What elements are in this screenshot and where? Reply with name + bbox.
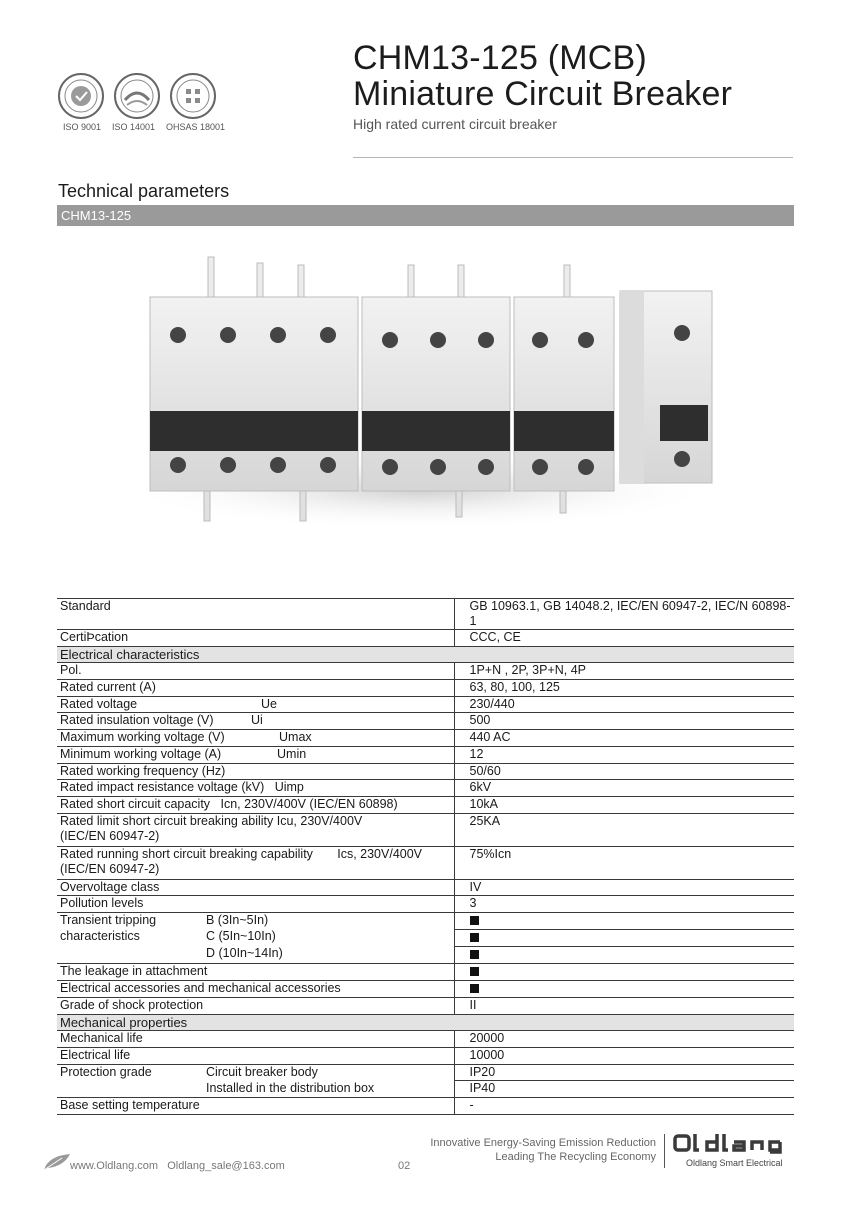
param-value: 1P+N , 2P, 3P+N, 4P: [454, 663, 794, 680]
param-label: Maximum working voltage (V): [60, 730, 225, 745]
included-square-icon: [470, 933, 479, 942]
ohsas-18001-seal-icon: [169, 72, 217, 120]
table-row: [57, 997, 794, 1014]
param-value: 10000: [454, 1048, 794, 1065]
param-symbol: Ics, 230V/400V: [337, 846, 423, 861]
param-sub-label: D (10In~14In): [206, 946, 283, 961]
param-label-cell: [57, 696, 454, 713]
param-label: Protection grade: [60, 1064, 152, 1079]
param-label-cell: [57, 912, 454, 929]
included-square-icon: [470, 967, 479, 976]
breaker-2p-unit: [514, 265, 614, 513]
table-row: [57, 946, 794, 963]
table-row: [57, 780, 794, 797]
certification-logos: [55, 72, 230, 136]
table-row: [57, 980, 794, 997]
table-row: [57, 1048, 794, 1065]
iso-14001-seal-icon: [113, 72, 161, 120]
included-square-icon: [470, 984, 479, 993]
param-value: [454, 929, 794, 946]
section-title: Electrical characteristics: [57, 646, 794, 663]
table-row: [57, 680, 794, 697]
param-value: 3: [454, 896, 794, 913]
param-label-cell: [57, 846, 454, 879]
param-label: Rated short circuit capacity: [60, 796, 211, 811]
param-value: GB 10963.1, GB 14048.2, IEC/EN 60947-2, IEC/N 60898-1: [454, 599, 794, 630]
param-label-cell: [57, 929, 454, 946]
table-row: [57, 1098, 794, 1115]
param-label: Rated voltage: [60, 696, 138, 711]
section-row: [57, 1014, 794, 1031]
cert-label-iso-14001: ISO 14001: [112, 122, 156, 132]
param-value: 63, 80, 100, 125: [454, 680, 794, 697]
param-label: Rated current (A): [57, 680, 454, 697]
cert-label-ohsas-18001: OHSAS 18001: [166, 122, 226, 132]
breaker-4p-unit: [150, 257, 358, 521]
table-row: [57, 663, 794, 680]
param-value: 6kV: [454, 780, 794, 797]
param-value: 500: [454, 713, 794, 730]
param-label-cell: [57, 1081, 454, 1098]
table-row: [57, 796, 794, 813]
table-row: [57, 879, 794, 896]
page-title-product: Miniature Circuit Breaker: [353, 75, 733, 113]
table-row: [57, 912, 794, 929]
param-sub-label: C (5In~10In): [206, 929, 276, 944]
param-label-line2: (IEC/EN 60947-2): [60, 861, 160, 876]
param-value: IP40: [454, 1081, 794, 1098]
param-label: CertiÞcation: [57, 630, 454, 647]
param-label: Base setting temperature: [57, 1098, 454, 1115]
page-title-model: CHM13-125 (MCB): [353, 39, 647, 77]
included-square-icon: [470, 950, 479, 959]
param-symbol: Uimp: [274, 780, 304, 795]
param-label: Rated insulation voltage (V): [60, 713, 214, 728]
param-label: Rated running short circuit breaking capability: [60, 846, 313, 861]
table-row: [57, 813, 794, 846]
table-row: [57, 1064, 794, 1081]
param-label: Rated impact resistance voltage (kV): [60, 780, 265, 795]
param-symbol: Ue: [261, 696, 277, 711]
param-label: Standard: [57, 599, 454, 630]
param-sub-label: B (3In~5In): [206, 912, 269, 927]
header-divider: [353, 157, 793, 158]
brand-subtitle: Oldlang Smart Electrical: [686, 1158, 783, 1168]
param-label: Minimum working voltage (A): [60, 746, 222, 761]
param-label: Grade of shock protection: [57, 997, 454, 1014]
param-symbol: Umin: [277, 746, 307, 761]
section-title: Mechanical properties: [57, 1014, 794, 1031]
param-value: [454, 980, 794, 997]
param-label: Mechanical life: [57, 1031, 454, 1048]
footer-divider: [664, 1134, 665, 1168]
footer-tagline-line2: Leading The Recycling Economy: [495, 1151, 656, 1163]
iso-9001-seal-icon: [57, 72, 105, 120]
param-sub-label: Circuit breaker body: [206, 1064, 318, 1079]
section-heading: Technical parameters: [58, 181, 230, 201]
page-number: 02: [398, 1160, 411, 1172]
param-label-cell: [57, 713, 454, 730]
param-label-cell: [57, 780, 454, 797]
table-row: [57, 896, 794, 913]
param-value: -: [454, 1098, 794, 1115]
title-block: [353, 40, 813, 132]
table-row: [57, 929, 794, 946]
param-label-cell: [57, 1064, 454, 1081]
table-row: [57, 599, 794, 630]
param-label: Overvoltage class: [57, 879, 454, 896]
param-value: 50/60: [454, 763, 794, 780]
table-row: [57, 730, 794, 747]
param-symbol: Ui: [251, 713, 263, 728]
section-row: [57, 646, 794, 663]
technical-parameters-table: [57, 598, 794, 1115]
footer-website[interactable]: www.Oldlang.com: [70, 1160, 159, 1172]
table-row: [57, 963, 794, 980]
table-row: [57, 846, 794, 879]
param-label-line2: characteristics: [60, 929, 140, 944]
param-label: Electrical accessories and mechanical accessories: [57, 980, 454, 997]
table-row: [57, 713, 794, 730]
param-label: Pollution levels: [57, 896, 454, 913]
table-row: [57, 763, 794, 780]
footer-email[interactable]: Oldlang_sale@163.com: [167, 1160, 285, 1172]
leaf-icon: [42, 1152, 72, 1172]
page-subtitle: High rated current circuit breaker: [353, 116, 557, 132]
param-label: Electrical life: [57, 1048, 454, 1065]
param-value: [454, 912, 794, 929]
breaker-3p-unit: [362, 265, 510, 517]
param-label-line2: (IEC/EN 60947-2): [60, 828, 160, 843]
footer-contact: [70, 1160, 285, 1172]
param-value: IP20: [454, 1064, 794, 1081]
param-value: 440 AC: [454, 730, 794, 747]
param-label-cell: [57, 946, 454, 963]
param-sub-label: Installed in the distribution box: [206, 1080, 375, 1095]
param-label-cell: [57, 746, 454, 763]
oldlang-logo-icon: [672, 1132, 796, 1154]
param-value: 20000: [454, 1031, 794, 1048]
model-bar: CHM13-125: [57, 205, 794, 226]
param-value: [454, 946, 794, 963]
param-label: Transient tripping: [60, 912, 157, 927]
param-value: 230/440: [454, 696, 794, 713]
param-label-cell: [57, 813, 454, 846]
footer-tagline: [400, 1136, 656, 1164]
table-row: [57, 696, 794, 713]
breaker-1p-unit: [620, 291, 712, 483]
table-row: [57, 746, 794, 763]
table-row: [57, 1031, 794, 1048]
param-label: Pol.: [57, 663, 454, 680]
param-value: 75%Icn: [454, 846, 794, 879]
param-label-cell: [57, 796, 454, 813]
included-square-icon: [470, 916, 479, 925]
footer-tagline-line1: Innovative Energy-Saving Emission Reduction: [430, 1137, 656, 1149]
param-label: The leakage in attachment: [57, 963, 454, 980]
param-value: CCC, CE: [454, 630, 794, 647]
circuit-breaker-product-photo: [120, 245, 740, 575]
param-label: Rated working frequency (Hz): [57, 763, 454, 780]
param-label-cell: [57, 730, 454, 747]
param-label: Rated limit short circuit breaking ability Icu, 230V/400V: [60, 813, 363, 828]
param-value: IV: [454, 879, 794, 896]
param-value: 10kA: [454, 796, 794, 813]
table-row: [57, 630, 794, 647]
cert-label-iso-9001: ISO 9001: [63, 122, 102, 132]
param-value: 12: [454, 746, 794, 763]
param-value: II: [454, 997, 794, 1014]
param-value: [454, 963, 794, 980]
param-value: 25KA: [454, 813, 794, 846]
param-symbol: Umax: [279, 730, 312, 745]
table-row: [57, 1081, 794, 1098]
param-symbol: Icn, 230V/400V (IEC/EN 60898): [220, 796, 398, 811]
